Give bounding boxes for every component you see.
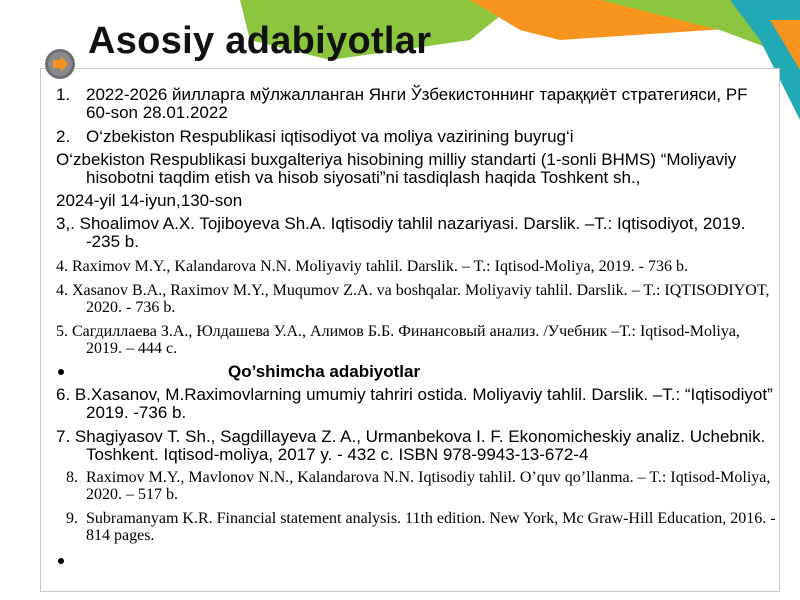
reference-2	[56, 128, 776, 146]
reference-1	[56, 86, 776, 122]
reference-4b	[56, 282, 776, 316]
list-item-text: O‘zbekiston Respublikasi iqtisodiyot va moliya vazirining buyrug‘i	[86, 127, 574, 146]
references-list	[56, 86, 776, 570]
list-item-text: 2022-2026 йилларга мўлжалланган Янги Ўзбекистоннинг тараққиёт стратегияси, PF 60-son 28.01.2022	[86, 85, 748, 122]
list-item-text: 4. Xasanov B.A., Raximov M.Y., Muqumov Z.A. va boshqalar. Moliyaviy tahlil. Darslik. – T.: IQTISODIYOT, 2020. - 736 b.	[56, 282, 770, 316]
reference-2c	[56, 192, 776, 210]
reference-6	[56, 386, 776, 422]
list-item-text: 5. Сагдиллаева З.А., Юлдашева У.А., Алимов Б.Б. Финансовый анализ. /Учебник –Т.: Iqtisod-Moliya, 2019. – 444 с.	[56, 323, 740, 357]
reference-2b	[56, 151, 776, 187]
list-number: 1.	[56, 85, 71, 104]
reference-5	[56, 323, 776, 357]
reference-7	[56, 428, 776, 464]
arrow-bullet-icon	[44, 48, 76, 80]
empty-bullet-row	[56, 552, 776, 570]
list-item-text: 3,. Shoalimov A.X. Tojiboyeva Sh.A. Iqtisodiy tahlil nazariyasi. Darslik. –T.: Iqtisodiyot, 2019. -235 b.	[56, 214, 746, 251]
list-item-text: 4. Raximov M.Y., Kalandarova N.N. Moliyaviy tahlil. Darslik. – T.: Iqtisod-Moliya, 2019. - 736 b.	[56, 258, 688, 275]
reference-8	[56, 469, 776, 503]
reference-4a	[56, 258, 776, 275]
list-item-text: Raximov M.Y., Mavlonov N.N., Kalandarova N.N. Iqtisodiy tahlil. O’quv qo’llanma. – T.: Iqtisod-Moliya, 2020. – 517 b.	[86, 469, 771, 503]
list-number: 2.	[56, 127, 71, 146]
bullet-dot	[58, 558, 64, 564]
list-item-text: 7. Shagiyasov T. Sh., Sagdillayeva Z. A., Urmanbekova I. F. Ekonomicheskiy analiz. Uchebnik. Toshkent. Iqtisod-moliya, 2017 y. - 432 c. ISBN 978-9943-13-672-4	[56, 427, 766, 464]
slide-title: Asosiy adabiyotlar	[88, 20, 432, 62]
list-item-text: 6. B.Xasanov, M.Raximovlarning umumiy tahriri ostida. Moliyaviy tahlil. Darslik. –T.: “Iqtisodiyot” 2019. -736 b.	[56, 385, 773, 422]
list-item-text: O‘zbekiston Respublikasi buxgalteriya hisobining milliy standarti (1-sonli BHMS) “Moliyaviy hisobotni taqdim etish va hisob siyosati”ni tasdiqlash haqida Toshkent sh.,	[56, 150, 737, 187]
additional-heading-row	[56, 363, 776, 381]
list-item-text: 2024-yil 14-iyun,130-son	[56, 191, 243, 210]
list-item-text: Subramanyam K.R. Financial statement analysis. 11th edition. New York, Mc Graw-Hill Education, 2016. - 814 pages.	[86, 510, 776, 544]
reference-9	[56, 510, 776, 544]
bullet-dot	[58, 369, 64, 375]
reference-3	[56, 215, 776, 251]
list-number: 8.	[66, 469, 78, 486]
list-number: 9.	[66, 510, 78, 527]
additional-heading: Qo’shimcha adabiyotlar	[228, 362, 421, 381]
